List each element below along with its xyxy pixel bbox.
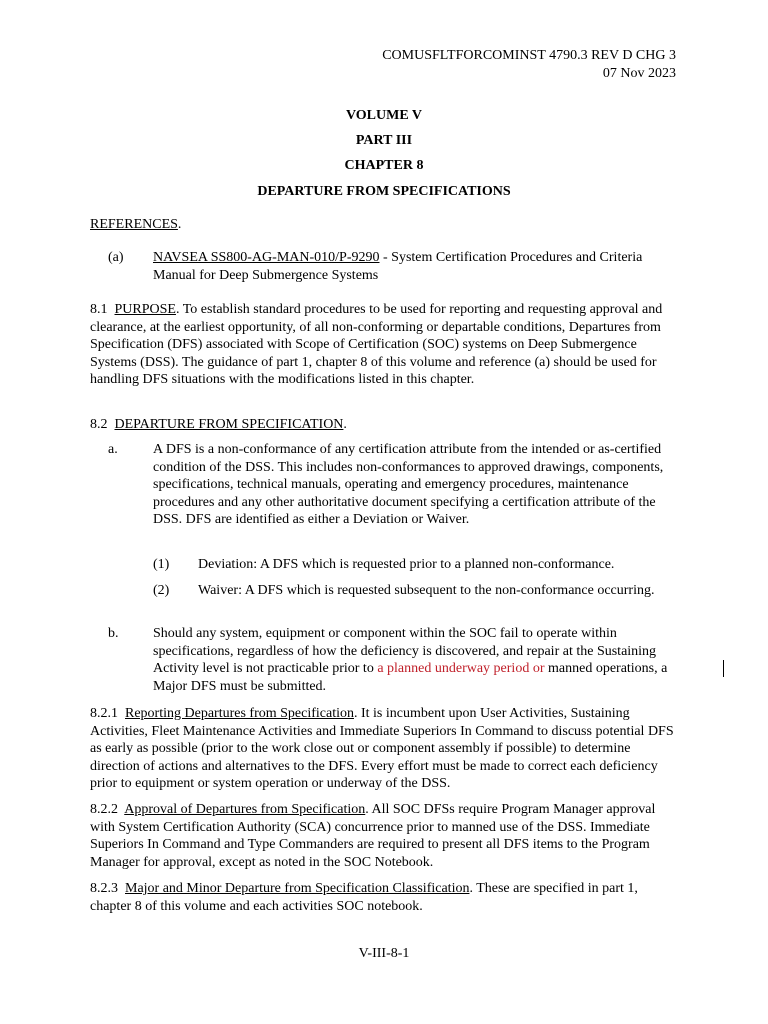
- sub-item-deviation: (1) Deviation: A DFS which is requested prior to a planned non-conformance.: [153, 557, 615, 572]
- paragraph-b: b. Should any system, equipment or component within the SOC fail to operate within specifications, regardless of how the deficiency is discovered, and repair at the Sustaining Activity level is not practicable prior to a planned underway period or manned operations, a Major DFS must be submitted.: [108, 626, 668, 694]
- paragraph-b-label: b.: [108, 626, 119, 641]
- paragraph-a-label: a.: [108, 442, 118, 457]
- sub-item-waiver: (2) Waiver: A DFS which is requested subsequent to the non-conformance occurring.: [153, 583, 655, 598]
- section-8-2-heading: 8.2 DEPARTURE FROM SPECIFICATION.: [90, 417, 347, 432]
- document-date: 07 Nov 2023: [602, 66, 676, 81]
- text-cursor: [723, 660, 724, 677]
- paragraph-a-text: A DFS is a non-conformance of any certification attribute from the intended or as-certified condition of the DSS. This includes non-conformances to approved drawings, components, specifications, technical manuals, operating and emergency procedures, maintenance procedures and any other authoritative document specifying a certification attribute of the DSS. DFS are identified as either a Deviation or Waiver.: [153, 442, 664, 527]
- paragraph-a: [108, 441, 680, 529]
- reference-text: - System Certification Procedures and Criteria Manual for Deep Submergence Systems: [153, 250, 643, 283]
- section-number: 8.1: [90, 302, 108, 317]
- section-8-2-2: 8.2.2 Approval of Departures from Specification. All SOC DFSs require Program Manager approval with System Certification Authority (SCA) concurrence prior to manned use of the DSS. Immediate Superiors In Command and Type Commanders are required to present all DFS items to the Program Manager for approval, except as noted in the SOC Notebook.: [90, 802, 656, 870]
- page-number: V-III-8-1: [358, 946, 410, 961]
- part-title: PART III: [355, 133, 413, 148]
- document-id: COMUSFLTFORCOMINST 4790.3 REV D CHG 3: [382, 48, 676, 63]
- volume-title: VOLUME V: [345, 108, 423, 123]
- highlighted-text: a planned underway period or: [377, 661, 545, 676]
- section-8-2-1: 8.2.1 Reporting Departures from Specification. It is incumbent upon User Activities, Sustaining Activities, Fleet Maintenance Activities and Immediate Superiors In Command to discuss potential DFS as early as possible (prior to the work close out or component assembly if possible) to determine direction of actions and alternatives to the DFS. Every effort must be made to correct each deficiency prior to equipment or system operation or underway of the DSS.: [90, 706, 674, 791]
- section-body: . To establish standard procedures to be used for reporting and requesting approval and clearance, at the earliest opportunity, of all non-conforming or departable conditions, Departures from Specification (DFS) associated with Scope of Certification (SOC) systems on Deep Submergence Systems (DSS). The guidance of part 1, chapter 8 of this volume and reference (a) should be used for handling DFS situations with the modifications listed in this chapter.: [90, 302, 663, 387]
- reference-item: [108, 249, 680, 284]
- section-8-1: [90, 301, 680, 389]
- references-heading: REFERENCES.: [90, 217, 182, 232]
- chapter-name: DEPARTURE FROM SPECIFICATIONS: [257, 184, 511, 199]
- section-heading: PURPOSE: [114, 302, 176, 317]
- reference-label: (a): [108, 250, 124, 265]
- chapter-title: CHAPTER 8: [344, 158, 424, 173]
- reference-link[interactable]: NAVSEA SS800-AG-MAN-010/P-9290: [153, 250, 380, 265]
- section-8-2-3: 8.2.3 Major and Minor Departure from Specification Classification. These are specified in part 1, chapter 8 of this volume and each activities SOC notebook.: [90, 881, 638, 914]
